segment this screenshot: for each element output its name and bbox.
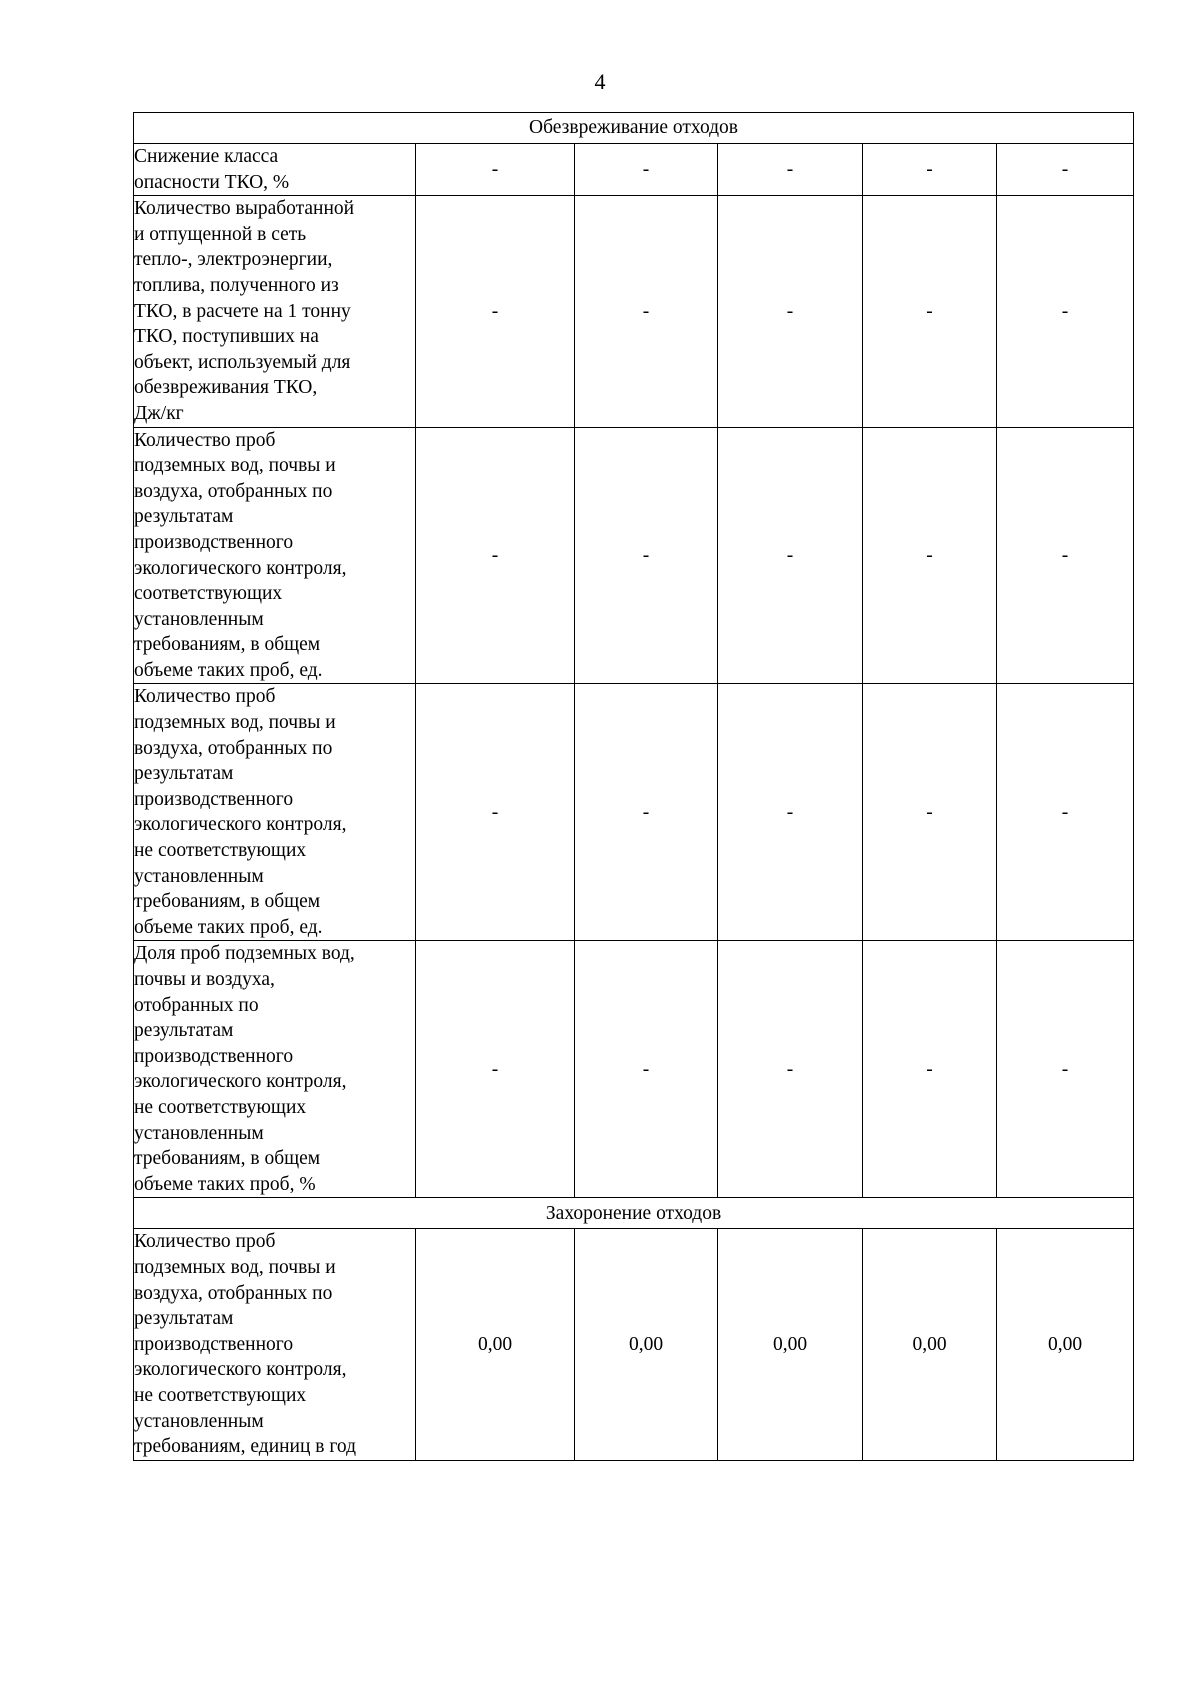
value-cell: - xyxy=(718,196,863,427)
value-cell: - xyxy=(575,196,718,427)
value-cell: - xyxy=(416,684,575,941)
table-row xyxy=(134,144,1134,196)
indicator-label: Снижение класса опасности ТКО, % xyxy=(134,144,416,196)
value-cell: - xyxy=(863,941,997,1198)
value-cell: - xyxy=(575,144,718,196)
indicator-label: Количество проб подземных вод, почвы и воздуха, отобранных по результатам производственного экологического контроля, соответствующих установленным требованиям, в общем объеме таких проб, ед. xyxy=(134,427,416,684)
value-cell: - xyxy=(718,427,863,684)
value-cell: - xyxy=(718,684,863,941)
section-header-row xyxy=(134,1198,1134,1229)
value-cell: - xyxy=(575,684,718,941)
value-cell: - xyxy=(997,941,1134,1198)
indicator-label: Доля проб подземных вод, почвы и воздуха, отобранных по результатам производственного экологического контроля, не соответствующих установленным требованиям, в общем объеме таких проб, % xyxy=(134,941,416,1198)
value-cell: - xyxy=(997,196,1134,427)
value-cell: - xyxy=(997,427,1134,684)
section-title: Обезвреживание отходов xyxy=(134,113,1134,144)
indicator-label: Количество выработанной и отпущенной в сеть тепло-, электроэнергии, топлива, полученного из ТКО, в расчете на 1 тонну ТКО, поступивших на объект, используемый для обезвреживания ТКО, Дж/кг xyxy=(134,196,416,427)
value-cell: - xyxy=(575,427,718,684)
value-cell: - xyxy=(718,941,863,1198)
section-header-row xyxy=(134,113,1134,144)
value-cell: - xyxy=(997,684,1134,941)
value-cell: - xyxy=(416,196,575,427)
table-row xyxy=(134,196,1134,427)
table-row xyxy=(134,941,1134,1198)
value-cell: - xyxy=(575,941,718,1198)
page-number: 4 xyxy=(594,69,606,94)
value-cell: - xyxy=(416,144,575,196)
value-cell: - xyxy=(863,684,997,941)
value-cell: - xyxy=(997,144,1134,196)
indicator-label: Количество проб подземных вод, почвы и воздуха, отобранных по результатам производственного экологического контроля, не соответствующих установленным требованиям, в общем объеме таких проб, ед. xyxy=(134,684,416,941)
value-cell: 0,00 xyxy=(863,1229,997,1460)
value-cell: - xyxy=(863,427,997,684)
value-cell: 0,00 xyxy=(575,1229,718,1460)
section-title: Захоронение отходов xyxy=(134,1198,1134,1229)
value-cell: - xyxy=(863,144,997,196)
value-cell: 0,00 xyxy=(718,1229,863,1460)
indicator-label: Количество проб подземных вод, почвы и воздуха, отобранных по результатам производственного экологического контроля, не соответствующих установленным требованиям, единиц в год xyxy=(134,1229,416,1460)
value-cell: - xyxy=(718,144,863,196)
table-row xyxy=(134,427,1134,684)
value-cell: - xyxy=(863,196,997,427)
value-cell: 0,00 xyxy=(997,1229,1134,1460)
table-row xyxy=(134,1229,1134,1460)
table-row xyxy=(134,684,1134,941)
indicators-table xyxy=(133,112,1134,1461)
value-cell: - xyxy=(416,427,575,684)
value-cell: 0,00 xyxy=(416,1229,575,1460)
value-cell: - xyxy=(416,941,575,1198)
